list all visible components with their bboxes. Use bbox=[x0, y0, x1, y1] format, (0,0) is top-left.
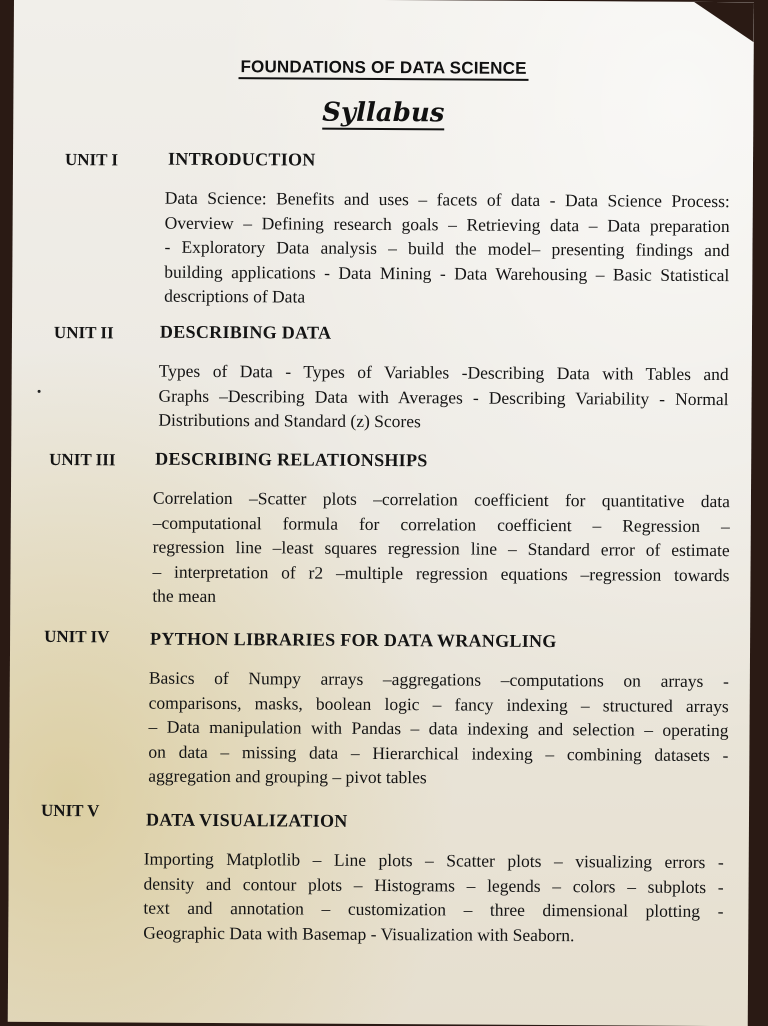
unit-line: Distributions and Standard (z) Scores bbox=[158, 409, 421, 432]
unit-description bbox=[143, 847, 724, 949]
unit-heading: PYTHON LIBRARIES FOR DATA WRANGLING bbox=[150, 628, 557, 652]
document-title bbox=[14, 56, 754, 81]
unit-line: the mean bbox=[152, 585, 217, 606]
document-title-text: FOUNDATIONS OF DATA SCIENCE bbox=[238, 57, 528, 81]
unit-line: - Exploratory Data analysis – build the model– presenting findings and bbox=[164, 236, 730, 261]
unit-line: – interpretation of r2 –multiple regression equations –regression towards bbox=[152, 561, 730, 585]
unit-description bbox=[148, 666, 729, 792]
document-subtitle bbox=[13, 96, 753, 131]
unit-line: Importing Matplotlib – Line plots – Scatter plots – visualizing errors - bbox=[143, 848, 724, 873]
unit-line: Overview – Defining research goals – Retrieving data – Data preparation bbox=[164, 212, 730, 236]
unit-heading: DESCRIBING DATA bbox=[159, 321, 332, 343]
unit-line: descriptions of Data bbox=[164, 285, 306, 307]
unit-line: –computational formula for correlation coefficient – Regression – bbox=[152, 512, 730, 536]
unit-line: regression line –least squares regression line – Standard error of estimate bbox=[152, 536, 730, 561]
unit-label: UNIT II bbox=[53, 322, 114, 343]
unit-line: Correlation –Scatter plots –correlation coefficient for quantitative data bbox=[152, 487, 731, 512]
unit-label: UNIT III bbox=[49, 449, 116, 470]
unit-line: Graphs –Describing Data with Averages - Describing Variability - Normal bbox=[158, 385, 729, 409]
unit-description bbox=[164, 186, 730, 312]
paper-speck bbox=[38, 390, 41, 393]
document-page bbox=[8, 0, 754, 1026]
unit-line: Geographic Data with Basemap - Visualization with Seaborn. bbox=[143, 922, 575, 945]
unit-line: Basics of Numpy arrays –aggregations –computations on arrays - bbox=[148, 667, 729, 692]
page-corner-shadow bbox=[694, 2, 754, 42]
unit-description bbox=[158, 359, 728, 436]
unit-label: UNIT V bbox=[40, 800, 100, 821]
unit-line: aggregation and grouping – pivot tables bbox=[148, 765, 427, 788]
document-subtitle-text: Syllabus bbox=[322, 97, 445, 129]
unit-line: Types of Data - Types of Variables -Describing Data with Tables and bbox=[158, 360, 729, 385]
unit-line: text and annotation – customization – three dimensional plotting - bbox=[143, 897, 724, 922]
unit-heading: INTRODUCTION bbox=[167, 148, 316, 170]
unit-line: Data Science: Benefits and uses – facets of data - Data Science Process: bbox=[164, 187, 730, 212]
unit-heading: DATA VISUALIZATION bbox=[145, 809, 348, 831]
unit-label: UNIT I bbox=[64, 150, 119, 170]
unit-label: UNIT IV bbox=[44, 626, 110, 647]
unit-heading: DESCRIBING RELATIONSHIPS bbox=[155, 448, 428, 471]
unit-line: – Data manipulation with Pandas – data indexing and selection – operating bbox=[148, 716, 729, 741]
unit-line: building applications - Data Mining - Data Warehousing – Basic Statistical bbox=[164, 261, 730, 285]
unit-line: on data – missing data – Hierarchical indexing – combining datasets - bbox=[148, 741, 729, 765]
unit-line: comparisons, masks, boolean logic – fancy indexing – structured arrays bbox=[148, 692, 729, 716]
unit-description bbox=[152, 486, 730, 612]
unit-line: density and contour plots – Histograms – legends – colors – subplots - bbox=[143, 873, 724, 897]
